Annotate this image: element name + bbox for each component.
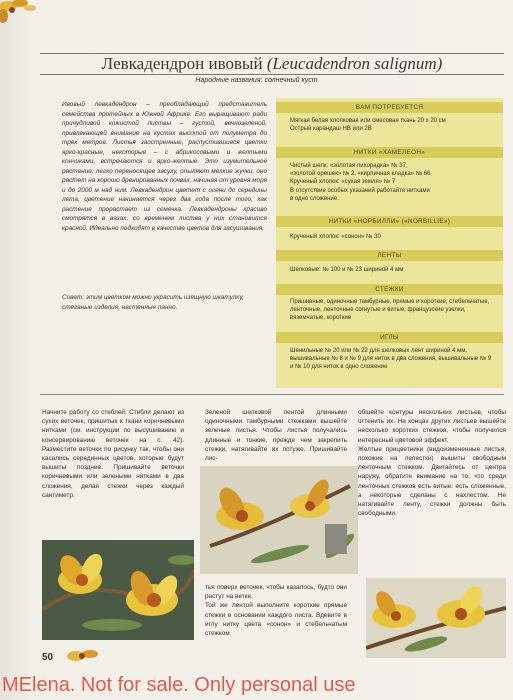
small-flower-ornament [62, 645, 106, 667]
section-divider [40, 394, 504, 395]
column-3-text: обшейте контуры нескольких листьев, чтобы оттенить их. На концах других листьев вышейте несколько коротких стежков, чтобы получился интересный цветовой эффект. Желтые прицветники (видоизмененные листья, похожие на лепестки) вышиты свободным ленточным стежком. Двигайтесь от центра наружу, обратите внимание на то, что среди ленточных стежков есть витые: есть сложенные, а некоторые сделаны с нахлестом. Не натягивайте ленту, стежки должны быть свободными. [358, 409, 506, 518]
advice-paragraph: Совет: этим цветком можно украсить изящную шкатулку, стеганые изделия, настенные панно. [62, 294, 244, 311]
needles-text: Шенильные № 20 или № 22 для шелковых лент шириной 4 мм, вышивальные № 8 и № 9 для ниток в два сложения, вышивальные № 9 и № 10 для ниток в одно сложение [290, 348, 492, 371]
embroidery-photo-2 [200, 466, 358, 574]
column-2-bottom-text: тья поверх веточек, чтобы казалось, будто они растут на ветке. Той же лентой выполните короткие прямые стежки в основании каждого листа. Вдевите в иглу нитку цвета «сонон» и стебельчатым стежком [205, 584, 347, 638]
need-heading: ВАМ ПОТРЕБУЕТСЯ [276, 102, 503, 113]
page-number: 50 [42, 652, 54, 663]
materials-box [276, 98, 503, 388]
norbilli-heading: НИТКИ «НОРБИЛЛИ» («NORBILLIE») [276, 216, 503, 227]
watermark-text: MElena. Not for sale. Only personal use [2, 674, 356, 696]
chameleon-heading: НИТКИ «ХАМЕЛЕОН» [276, 147, 503, 158]
column-1-text: Начните работу со стеблей. Стебли делают из сухих веточек, пришитых к ткани коричневыми нитками (см. инструкции по высушиванию и консервированию веточек на с. 42). Разместите веточки по рисунку так, чтобы они касались серединных цветов, которые будут вышиты позднее. Пришивайте веточки коричневыми или зелеными нитками в два сложения, делая стежки через каждый сантиметр. [42, 409, 184, 499]
ribbons-heading: ЛЕНТЫ [276, 250, 503, 261]
stitches-text: Пришивные, одиночные тамбурные, прямые и короткие, стебельчатые, ленточные, ленточные согнутые и витые, французские узелки, вяземчатые, короткие [290, 299, 490, 322]
needles-heading: ИГЛЫ [276, 332, 503, 343]
corner-flower-ornament [0, 0, 46, 28]
column-2-top-text: Зеленой шелковой лентой длинными одиночными тамбурными стежками вышейте зеленые листья. Чтобы листья получались длинные и тонкие, прежде чем закрепить стежки, натягивайте их потуже. Пришивайте лис- [205, 409, 347, 463]
need-text: Мягкая белая хлопковая или смесовая ткань 20 х 20 см Острый карандаш НВ или 2В [290, 118, 446, 133]
embroidery-photo-1 [42, 540, 194, 640]
title-bar [40, 53, 504, 75]
page-title: Левкадендрон ивовый (Leucadendron salignum) [101, 54, 443, 73]
ribbons-text: Шелковые: № 100 и № 23 шириной 4 мм [290, 267, 404, 273]
intro-paragraph: Ивовый левкадендрон – преобладающий представитель семейства протейных в Южной Африке. Его выращивают ради причудливой кожистой листвы – густой, вечнозеленой, привлекающей внимание на кустах высотой от полуметра до трех метров. Листья заостренные, распустившиеся цветки ярко-красные, некоторые – с абрикосовыми и желтыми кончиками, встречаются и ярко-желтые. Это изумительное растение, легко переносящее засуху, опыляют мелкие жучки, оно растет на хорошо дренированных почвах, начиная от уровня моря и до 2000 м над ним. Левкадендрон цветет с осени до середины лета, цветение начинается через два года после того, как растение прорастает из семечка. Левкадендроны красиво смотрятся в вазах, со временем листва у них становится красной. Идеально подходят в качестве цветов для засушивания. [62, 101, 267, 232]
norbilli-text: Крученый хлопок: «сонон» № 30 [290, 234, 381, 240]
stitches-heading: СТЕЖКИ [276, 284, 503, 295]
folk-name: Народные названия: солнечный куст [195, 77, 318, 84]
embroidery-photo-3 [366, 578, 506, 658]
chameleon-text: Чистый шелк: «золотая лихорадка» № 37, «золотой орешек» № 2, «кирпичная кладка» № 66 Крученый хлопок: «сухая земля» № 7 В отсутствие особых указаний работайте нитками в одно сложение. [290, 163, 431, 202]
